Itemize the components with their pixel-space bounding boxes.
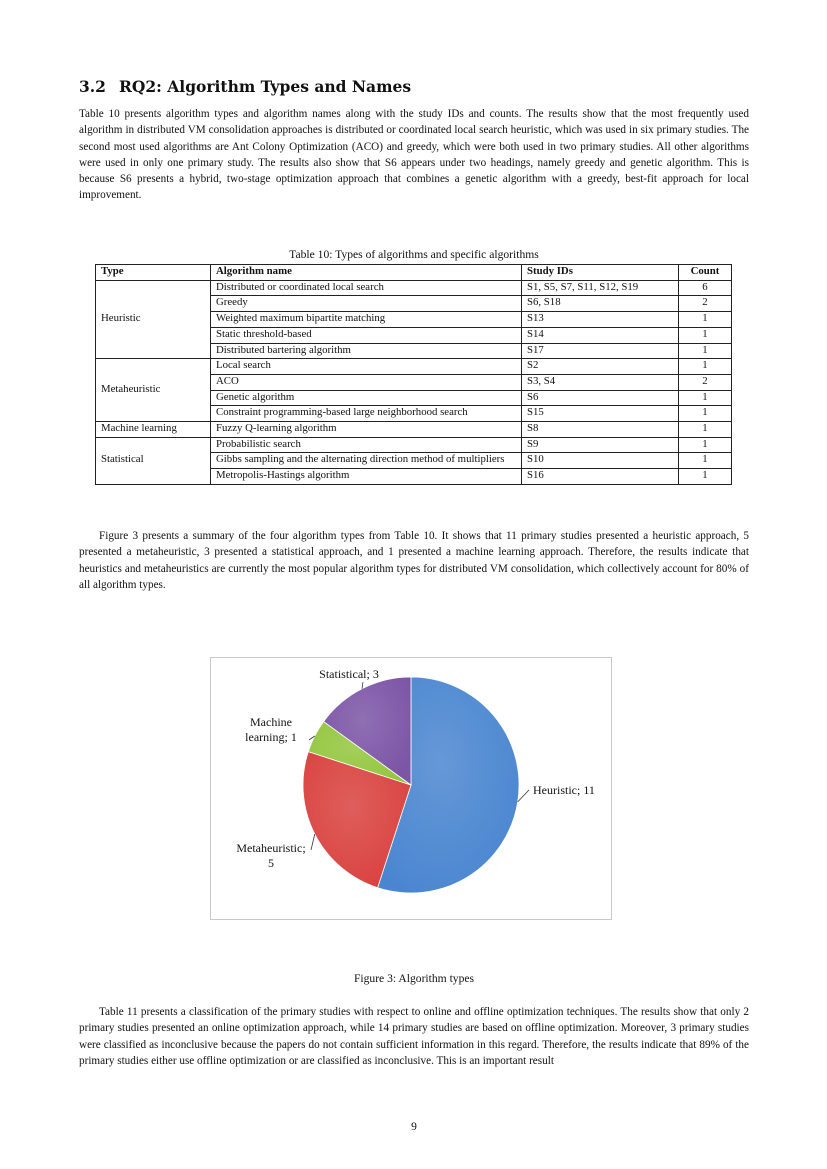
cell-algorithm-name: Constraint programming-based large neighborhood search [211,406,522,422]
cell-count: 1 [679,453,732,469]
cell-study-ids: S1, S5, S7, S11, S12, S19 [522,280,679,296]
pie-chart-frame [210,657,612,920]
table-row [96,359,732,375]
table-row [96,280,732,296]
cell-count: 1 [679,343,732,359]
cell-count: 1 [679,406,732,422]
cell-count: 1 [679,469,732,485]
header-study-ids: Study IDs [522,265,679,281]
cell-algorithm-name: Probabilistic search [211,437,522,453]
table-row [96,437,732,453]
cell-study-ids: S16 [522,469,679,485]
cell-study-ids: S6 [522,390,679,406]
cell-algorithm-name: ACO [211,374,522,390]
cell-count: 1 [679,359,732,375]
cell-type: Machine learning [96,422,211,438]
cell-study-ids: S2 [522,359,679,375]
figure-caption: Figure 3: Algorithm types [353,972,475,985]
cell-algorithm-name: Distributed or coordinated local search [211,280,522,296]
pie-label-metaheuristic: Metaheuristic; 5 [236,841,306,870]
cell-algorithm-name: Distributed bartering algorithm [211,343,522,359]
cell-count: 1 [679,390,732,406]
cell-count: 1 [679,422,732,438]
cell-algorithm-name: Genetic algorithm [211,390,522,406]
cell-algorithm-name: Greedy [211,296,522,312]
header-algorithm-name: Algorithm name [211,265,522,281]
cell-algorithm-name: Local search [211,359,522,375]
cell-study-ids: S6, S18 [522,296,679,312]
cell-count: 1 [679,312,732,328]
cell-algorithm-name: Weighted maximum bipartite matching [211,312,522,328]
cell-study-ids: S8 [522,422,679,438]
cell-study-ids: S10 [522,453,679,469]
cell-type: Statistical [96,437,211,484]
cell-count: 2 [679,296,732,312]
cell-algorithm-name: Gibbs sampling and the alternating direction method of multipliers [211,453,522,469]
algorithm-table [95,264,732,485]
cell-count: 1 [679,437,732,453]
pie-label-heuristic: Heuristic; 11 [533,783,595,797]
paragraph-3: Table 11 presents a classification of the primary studies with respect to online and offline optimization techniques. The results show that only 2 primary studies presented an online optimization approach, while 14 primary studies are based on offline optimization. Moreover, 3 primary studies were classified as inconclusive because the papers do not contain sufficient information in this regard. Therefore, the results indicate that 89% of the primary studies either use offline optimization or are classified as inconclusive. This is an important result [79,1006,749,1067]
cell-algorithm-name: Metropolis-Hastings algorithm [211,469,522,485]
section-number: 3.2 [79,77,106,96]
pie-leader-line [518,790,529,802]
section-title: RQ2: Algorithm Types and Names [119,77,412,96]
pie-label-machine-learning: Machine learning; 1 [245,715,297,744]
paragraph-2: Figure 3 presents a summary of the four algorithm types from Table 10. It shows that 11 primary studies presented a heuristic approach, 5 presented a metaheuristic, 3 presented a statistical approach, and 1 presented a machine learning approach. Therefore, the results indicate that heuristics and metaheuristics are currently the most popular algorithm types for distributed VM consolidation, which collectively account for 80% of all algorithm types. [79,530,749,591]
header-type: Type [96,265,211,281]
cell-study-ids: S17 [522,343,679,359]
header-count: Count [679,265,732,281]
pie-label-statistical: Statistical; 3 [319,667,379,681]
page-number: 9 [411,1121,417,1133]
cell-algorithm-name: Static threshold-based [211,327,522,343]
section-heading [79,77,749,96]
table-row [96,422,732,438]
pie-leader-line [362,682,363,689]
cell-type: Heuristic [96,280,211,359]
cell-study-ids: S3, S4 [522,374,679,390]
pie-chart [211,658,611,919]
table-header-row [96,265,732,281]
cell-study-ids: S15 [522,406,679,422]
table-caption: Table 10: Types of algorithms and specific algorithms [289,248,539,261]
cell-algorithm-name: Fuzzy Q-learning algorithm [211,422,522,438]
table-body [96,280,732,484]
cell-study-ids: S14 [522,327,679,343]
cell-count: 1 [679,327,732,343]
pie-leader-line [311,834,315,850]
cell-count: 2 [679,374,732,390]
paragraph-1: Table 10 presents algorithm types and algorithm names along with the study IDs and counts. The results show that the most frequently used algorithm in distributed VM consolidation approaches is distributed or coordinated local search heuristic, which was used in six primary studies. The second most used algorithms are Ant Colony Optimization (ACO) and greedy, which were both used in two primary studies. All other algorithms were used in only one primary study. The results also show that S6 appears under two headings, namely greedy and genetic algorithm. This is because S6 presents a hybrid, two-stage optimization approach that combines a genetic algorithm with a greedy, best-fit approach for local improvement. [79,108,749,202]
cell-study-ids: S13 [522,312,679,328]
cell-count: 6 [679,280,732,296]
cell-study-ids: S9 [522,437,679,453]
cell-type: Metaheuristic [96,359,211,422]
